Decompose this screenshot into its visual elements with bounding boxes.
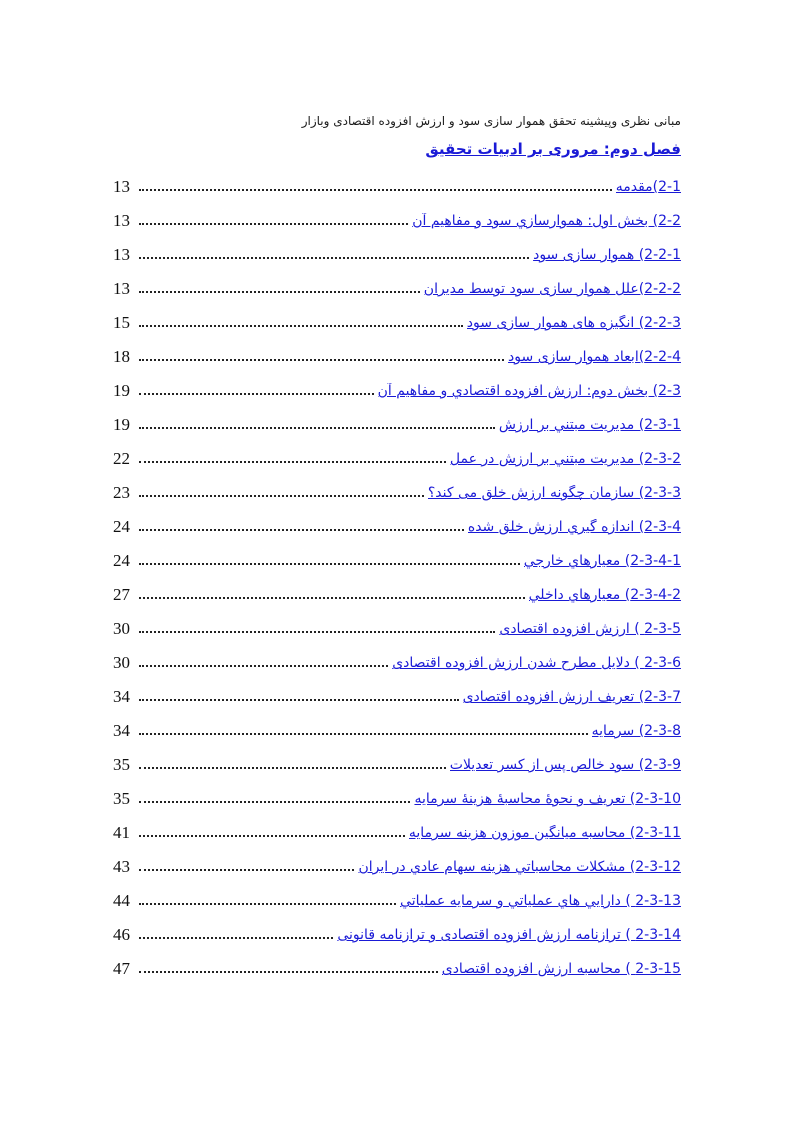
- toc-entry-link[interactable]: 2-3-9) سود خالص پس از کسر تعديلات: [449, 757, 681, 773]
- toc-leader-dots: [139, 451, 446, 463]
- toc-entry[interactable]: [113, 850, 681, 884]
- toc-entry[interactable]: [113, 918, 681, 952]
- toc-entry-link[interactable]: 2-3-2) مدیریت مبتني بر ارزش در عمل: [449, 451, 681, 467]
- toc-page-number: 13: [113, 245, 130, 264]
- chapter-title[interactable]: فصل دوم: مروری بر ادبیات تحقیق: [425, 140, 681, 158]
- toc-page-number: 19: [113, 415, 130, 434]
- toc-page-number: 22: [113, 449, 130, 468]
- toc-entry[interactable]: [113, 612, 681, 646]
- toc-entry-link[interactable]: 2-2-1) هموار سازی سود: [533, 247, 681, 263]
- toc-entry[interactable]: [113, 748, 681, 782]
- toc-leader-dots: [139, 281, 420, 293]
- toc-page-number: 41: [113, 823, 130, 842]
- toc-entry-link[interactable]: 2-2) بخش اول: هموارسازي سود و مفاهيم آن: [412, 213, 681, 229]
- toc-page-number: 34: [113, 721, 130, 740]
- toc-entry-link[interactable]: 2-3-4) اندازه گيري ارزش خلق شده: [467, 519, 681, 535]
- toc-leader-dots: [139, 655, 388, 667]
- toc-page-number: 13: [113, 279, 130, 298]
- toc-entry-link[interactable]: 2-3-15 ) محاسبه ارزش افزوده اقتصادی: [441, 961, 681, 977]
- toc-page-number: 24: [113, 517, 130, 536]
- toc-entry[interactable]: [113, 374, 681, 408]
- toc-leader-dots: [139, 417, 495, 429]
- toc-entry-link[interactable]: 2-2-2)علل هموار سازی سود توسط مدیران: [423, 281, 681, 297]
- toc-page-number: 30: [113, 653, 130, 672]
- toc-page-number: 35: [113, 755, 130, 774]
- toc-leader-dots: [139, 247, 529, 259]
- toc-entry-link[interactable]: 2-3-4-1) معيارهاي خارجي: [523, 553, 681, 569]
- toc-entry[interactable]: [113, 782, 681, 816]
- toc-entry[interactable]: [113, 816, 681, 850]
- toc-page-number: 19: [113, 381, 130, 400]
- toc-entry[interactable]: [113, 476, 681, 510]
- toc-page-number: 46: [113, 925, 130, 944]
- toc-entry-link[interactable]: 2-3-3) سازمان چگونه ارزش خلق می کند؟: [427, 485, 681, 501]
- toc-entry-link[interactable]: 2-3-10) تعریف و نحوۀ محاسبۀ هزینۀ سرمایه: [414, 791, 681, 807]
- toc-leader-dots: [139, 927, 333, 939]
- toc-entry[interactable]: [113, 510, 681, 544]
- toc-leader-dots: [139, 689, 459, 701]
- toc-page-number: 13: [113, 211, 130, 230]
- toc-page-number: 30: [113, 619, 130, 638]
- toc-entry[interactable]: [113, 544, 681, 578]
- toc-page-number: 24: [113, 551, 130, 570]
- toc-leader-dots: [139, 213, 408, 225]
- toc-page-number: 27: [113, 585, 130, 604]
- toc-leader-dots: [139, 349, 504, 361]
- toc-leader-dots: [139, 893, 396, 905]
- toc-page-number: 23: [113, 483, 130, 502]
- toc-entry[interactable]: [113, 714, 681, 748]
- toc-entry[interactable]: [113, 238, 681, 272]
- toc-entry[interactable]: [113, 884, 681, 918]
- toc-leader-dots: [139, 621, 495, 633]
- toc-entry-link[interactable]: 2-3-12) مشکلات محاسباتي هزينه سهام عادي در ايران: [358, 859, 681, 875]
- toc-entry[interactable]: [113, 340, 681, 374]
- toc-page-number: 34: [113, 687, 130, 706]
- toc-leader-dots: [139, 825, 405, 837]
- toc-entry-link[interactable]: 2-3-4-2) معيارهاي داخلي: [528, 587, 681, 603]
- toc-leader-dots: [139, 587, 525, 599]
- toc-page-number: 47: [113, 959, 130, 978]
- toc-entry-link[interactable]: 2-3-1) مدیریت مبتني بر ارزش: [498, 417, 681, 433]
- toc-entry-link[interactable]: 2-3-6 ) دلایل مطرح شدن ارزش افزوده اقتصادی: [392, 655, 681, 671]
- toc-entry[interactable]: [113, 952, 681, 986]
- toc-page-number: 43: [113, 857, 130, 876]
- toc-page-number: 35: [113, 789, 130, 808]
- toc-leader-dots: [139, 485, 424, 497]
- toc-leader-dots: [139, 791, 410, 803]
- table-of-contents: [113, 170, 681, 986]
- toc-entry-link[interactable]: 2-2-4)ابعاد هموار سازی سود: [508, 349, 681, 365]
- toc-entry-link[interactable]: 2-2-3) انگیزه های هموار سازی سود: [466, 315, 681, 331]
- toc-leader-dots: [139, 859, 354, 871]
- toc-entry[interactable]: [113, 680, 681, 714]
- toc-entry[interactable]: [113, 408, 681, 442]
- toc-entry-link[interactable]: 2-3) بخش دوم: ارزش افزوده اقتصادي و مفاهيم آن: [377, 383, 681, 399]
- toc-leader-dots: [139, 519, 464, 531]
- toc-entry-link[interactable]: 2-3-13 ) دارايي هاي عملياتي و سرمايه عملياتي: [400, 893, 681, 909]
- toc-entry-link[interactable]: 2-3-8) سرمایه: [591, 723, 681, 739]
- toc-leader-dots: [139, 315, 463, 327]
- toc-leader-dots: [139, 757, 446, 769]
- toc-entry-link[interactable]: 2-1)مقدمه: [615, 179, 681, 195]
- toc-entry[interactable]: [113, 646, 681, 680]
- toc-page-number: 44: [113, 891, 130, 910]
- toc-entry-link[interactable]: 2-3-14 ) ترازنامه ارزش افزوده اقتصادی و ترازنامه قانونی: [337, 927, 681, 943]
- toc-entry-link[interactable]: 2-3-5 ) ارزش افزوده اقتصادی: [499, 621, 681, 637]
- toc-entry-link[interactable]: 2-3-7) تعریف ارزش افزوده اقتصادی: [462, 689, 681, 705]
- toc-leader-dots: [139, 179, 612, 191]
- toc-leader-dots: [139, 723, 588, 735]
- running-header: مبانی نظری وپیشینه تحقق هموار سازی سود و ارزش افزوده اقتصادی وبازار: [301, 114, 681, 128]
- toc-entry[interactable]: [113, 170, 681, 204]
- toc-entry-link[interactable]: 2-3-11) محاسبه میانگین موزون هزینه سرمایه: [408, 825, 681, 841]
- toc-entry[interactable]: [113, 204, 681, 238]
- toc-entry[interactable]: [113, 272, 681, 306]
- toc-entry[interactable]: [113, 442, 681, 476]
- toc-page-number: 13: [113, 177, 130, 196]
- toc-leader-dots: [139, 553, 520, 565]
- toc-entry[interactable]: [113, 306, 681, 340]
- toc-page-number: 15: [113, 313, 130, 332]
- toc-leader-dots: [139, 383, 374, 395]
- toc-entry[interactable]: [113, 578, 681, 612]
- toc-leader-dots: [139, 961, 438, 973]
- toc-page-number: 18: [113, 347, 130, 366]
